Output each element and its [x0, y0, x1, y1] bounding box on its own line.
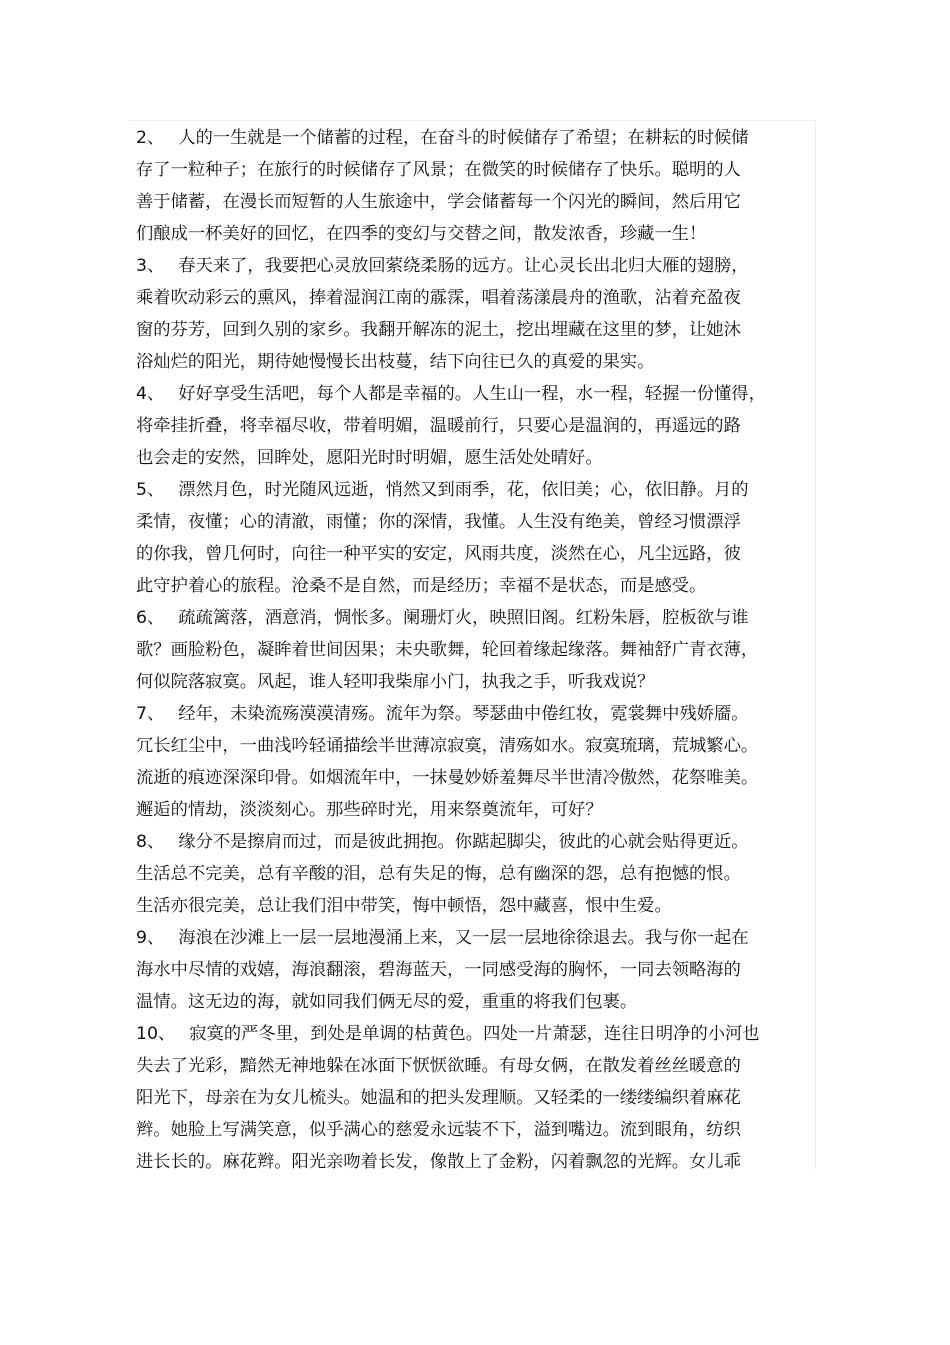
paragraph-text: 漂然月色，时光随风远逝，悄然又到雨季，花，依旧美；心，依旧静。月的	[178, 480, 749, 500]
paragraph-2-line-1	[136, 122, 796, 154]
paragraph-10-line-4: 辫。她脸上写满笑意，似乎满心的慈爱永远装不下，溢到嘴边。流到眼角，纺织	[136, 1120, 741, 1140]
paragraph-5-line-1	[136, 474, 796, 506]
paragraph-number: 4、	[136, 384, 165, 404]
paragraph-7-line-3: 流逝的痕迹深深印骨。如烟流年中，一抹曼妙娇羞舞尽半世清冷傲然，花祭唯美。	[136, 768, 759, 788]
paragraph-text: 缘分不是擦肩而过，而是彼此拥抱。你踮起脚尖，彼此的心就会贴得更近。	[178, 832, 749, 852]
paragraph-text: 经年，未染流殇漠漠清殇。流年为祭。琴瑟曲中倦红妆，霓裳舞中残娇靥。	[178, 704, 749, 724]
paragraph-number: 8、	[136, 832, 165, 852]
paragraph-4-line-1	[136, 378, 796, 410]
paragraph-8-line-1	[136, 826, 796, 858]
paragraph-7-line-2: 冗长红尘中，一曲浅吟轻诵描绘半世薄凉寂寞，清殇如水。寂寞琉璃，荒城繁心。	[136, 736, 759, 756]
paragraph-8-line-3: 生活亦很完美，总让我们泪中带笑，悔中顿悟，怨中藏喜，恨中生爱。	[136, 896, 672, 916]
document-body	[136, 122, 796, 1178]
paragraph-text: 疏疏篱落，酒意消，惆怅多。阑珊灯火，映照旧阁。红粉朱唇，腔板欲与谁	[178, 608, 749, 628]
paragraph-9-line-3: 温情。这无边的海，就如同我们俩无尽的爱，重重的将我们包裹。	[136, 992, 638, 1012]
paragraph-number: 7、	[136, 704, 165, 724]
paragraph-3-line-3: 窗的芬芳，回到久别的家乡。我翻开解冻的泥土，挖出埋藏在这里的梦，让她沐	[136, 320, 741, 340]
paragraph-7-line-4: 邂逅的情劫，淡淡刻心。那些碎时光，用来祭奠流年，可好？	[136, 800, 603, 820]
paragraph-5-line-2: 柔情，夜懂；心的清澈，雨懂；你的深情，我懂。人生没有绝美，曾经习惯漂浮	[136, 512, 741, 532]
paragraph-2-line-2: 存了一粒种子；在旅行的时候储存了风景；在微笑的时候储存了快乐。聪明的人	[136, 160, 741, 180]
paragraph-3-line-4: 浴灿烂的阳光，期待她慢慢长出枝蔓，结下向往已久的真爱的果实。	[136, 352, 655, 372]
paragraph-4-line-2: 将牵挂折叠，将幸福尽收，带着明媚，温暖前行，只要心是温润的，再遥远的路	[136, 416, 741, 436]
paragraph-text: 寂寞的严冬里，到处是单调的枯黄色。四处一片萧瑟，连往日明净的小河也	[189, 1024, 760, 1044]
paragraph-7-line-1	[136, 698, 796, 730]
paragraph-6-line-3: 何似院落寂寞。风起，谁人轻叩我柴扉小门，执我之手，听我戏说？	[136, 672, 655, 692]
paragraph-text: 人的一生就是一个储蓄的过程，在奋斗的时候储存了希望；在耕耘的时候储	[178, 128, 749, 148]
paragraph-text: 春天来了，我要把心灵放回萦绕柔肠的远方。让心灵长出北归大雁的翅膀，	[178, 256, 749, 276]
paragraph-2-line-3: 善于储蓄，在漫长而短暂的人生旅途中，学会储蓄每一个闪光的瞬间，然后用它	[136, 192, 741, 212]
paragraph-number: 3、	[136, 256, 165, 276]
paragraph-3-line-2: 乘着吹动彩云的熏风，捧着湿润江南的霡霂，唱着荡漾晨舟的渔歌，沾着充盈夜	[136, 288, 741, 308]
paragraph-text: 好好享受生活吧，每个人都是幸福的。人生山一程，水一程，轻握一份懂得，	[178, 384, 766, 404]
paragraph-10-line-3: 阳光下，母亲在为女儿梳头。她温和的把头发理顺。又轻柔的一缕缕编织着麻花	[136, 1088, 741, 1108]
paragraph-5-line-3: 的你我，曾几何时，向往一种平实的安定，风雨共度，淡然在心，凡尘远路，彼	[136, 544, 741, 564]
paragraph-8-line-2: 生活总不完美，总有辛酸的泪，总有失足的悔，总有幽深的怨，总有抱憾的恨。	[136, 864, 741, 884]
paragraph-number: 5、	[136, 480, 165, 500]
paragraph-number: 6、	[136, 608, 165, 628]
paragraph-2-line-4: 们酿成一杯美好的回忆，在四季的变幻与交替之间，散发浓香，珍藏一生！	[136, 224, 707, 244]
paragraph-4-line-3: 也会走的安然，回眸处，愿阳光时时明媚，愿生活处处晴好。	[136, 448, 603, 468]
paragraph-10-line-5: 进长长的。麻花辫。阳光亲吻着长发，像散上了金粉，闪着飘忽的光辉。女儿乖	[136, 1152, 741, 1172]
paragraph-9-line-2: 海水中尽情的戏嬉，海浪翻滚，碧海蓝天，一同感受海的胸怀，一同去领略海的	[136, 960, 741, 980]
paragraph-10-line-2: 失去了光彩，黯然无神地躲在冰面下恹恹欲睡。有母女俩，在散发着丝丝暖意的	[136, 1056, 741, 1076]
paragraph-text: 海浪在沙滩上一层一层地漫涌上来，又一层一层地徐徐退去。我与你一起在	[178, 928, 749, 948]
paragraph-number: 2、	[136, 128, 165, 148]
paragraph-6-line-1	[136, 602, 796, 634]
paragraph-10-line-1	[136, 1018, 796, 1050]
paragraph-number: 10、	[136, 1024, 176, 1044]
paragraph-5-line-4: 此守护着心的旅程。沧桑不是自然，而是经历；幸福不是状态，而是感受。	[136, 576, 707, 596]
paragraph-number: 9、	[136, 928, 165, 948]
paragraph-3-line-1	[136, 250, 796, 282]
paragraph-6-line-2: 歌？画脸粉色，凝眸着世间因果；未央歌舞，轮回着缘起缘落。舞袖舒广青衣薄，	[136, 640, 759, 660]
paragraph-9-line-1	[136, 922, 796, 954]
